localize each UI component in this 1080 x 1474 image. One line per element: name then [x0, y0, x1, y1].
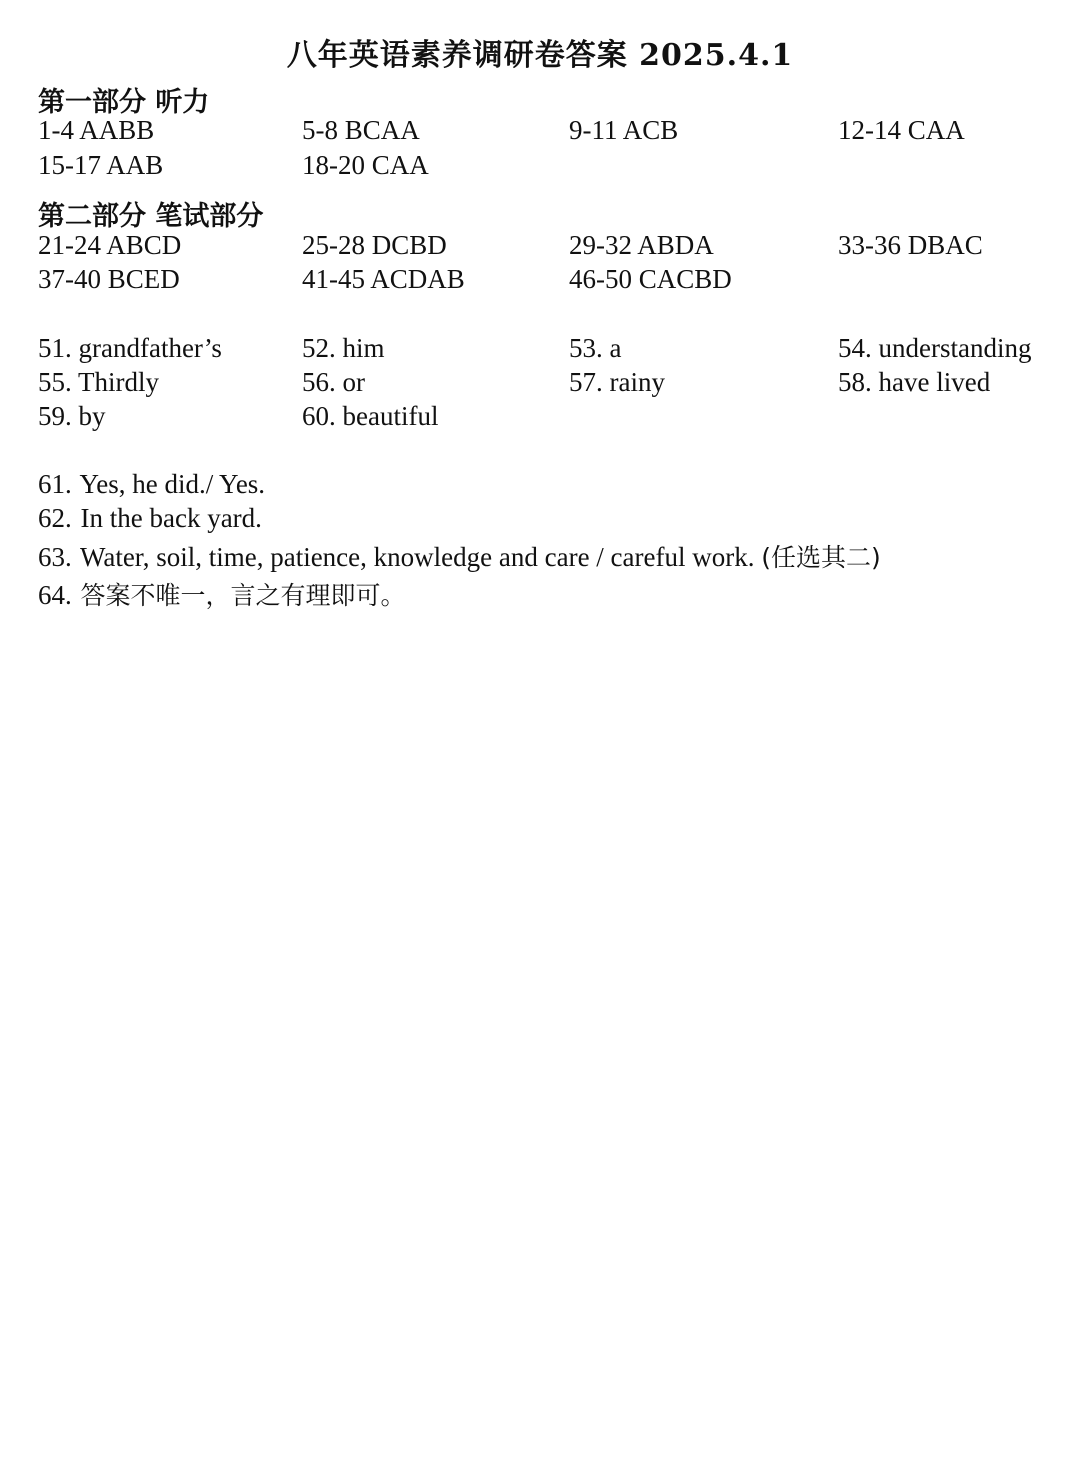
question-number: 61.	[38, 469, 72, 499]
answer-note: (任选其二)	[761, 543, 881, 572]
answer-cell: 51. grandfather’s	[38, 333, 222, 363]
answer-text: Water, soil, time, patience, knowledge and care / careful work.	[80, 542, 755, 572]
section-heading-listening: 第一部分 听力	[38, 87, 210, 118]
answer-cell: 37-40 BCED	[38, 264, 180, 294]
short-answer-line	[38, 469, 265, 500]
question-number: 62.	[38, 503, 72, 533]
answer-cell: 33-36 DBAC	[838, 230, 983, 260]
answer-text: In the back yard.	[80, 503, 262, 533]
answer-row	[38, 333, 1068, 367]
answer-row	[38, 264, 1068, 298]
answer-cell: 18-20 CAA	[302, 150, 429, 180]
answer-cell: 56. or	[302, 367, 365, 397]
section-heading-written: 第二部分 笔试部分	[38, 201, 264, 232]
answer-cell: 12-14 CAA	[838, 115, 965, 145]
page-title: 八年英语素养调研卷答案 2025.4.1	[286, 38, 794, 73]
answer-cell: 57. rainy	[569, 367, 665, 397]
answer-row	[38, 115, 1068, 149]
answer-cell: 41-45 ACDAB	[302, 264, 465, 294]
short-answer-line	[38, 538, 881, 574]
question-number: 63.	[38, 542, 72, 572]
answer-text: 答案不唯一，言之有理即可。	[80, 581, 406, 610]
answer-cell: 15-17 AAB	[38, 150, 164, 180]
answer-row	[38, 230, 1068, 264]
answer-cell: 60. beautiful	[302, 401, 439, 431]
short-answer-line	[38, 503, 262, 534]
answer-cell: 5-8 BCAA	[302, 115, 420, 145]
answer-text: Yes, he did./ Yes.	[79, 469, 266, 499]
answer-cell: 55. Thirdly	[38, 367, 159, 397]
answer-row	[38, 401, 1068, 435]
short-answer-line	[38, 576, 406, 612]
answer-cell: 29-32 ABDA	[569, 230, 714, 260]
answer-cell: 9-11 ACB	[569, 115, 679, 145]
answer-cell: 54. understanding	[838, 333, 1032, 363]
answer-cell: 46-50 CACBD	[569, 264, 732, 294]
answer-row	[38, 150, 1068, 184]
answer-cell: 25-28 DCBD	[302, 230, 447, 260]
answer-cell: 21-24 ABCD	[38, 230, 182, 260]
question-number: 64.	[38, 580, 72, 610]
answer-cell: 1-4 AABB	[38, 115, 155, 145]
answer-cell: 52. him	[302, 333, 385, 363]
answer-cell: 59. by	[38, 401, 106, 431]
answer-cell: 58. have lived	[838, 367, 991, 397]
answer-cell: 53. a	[569, 333, 622, 363]
answer-row	[38, 367, 1068, 401]
